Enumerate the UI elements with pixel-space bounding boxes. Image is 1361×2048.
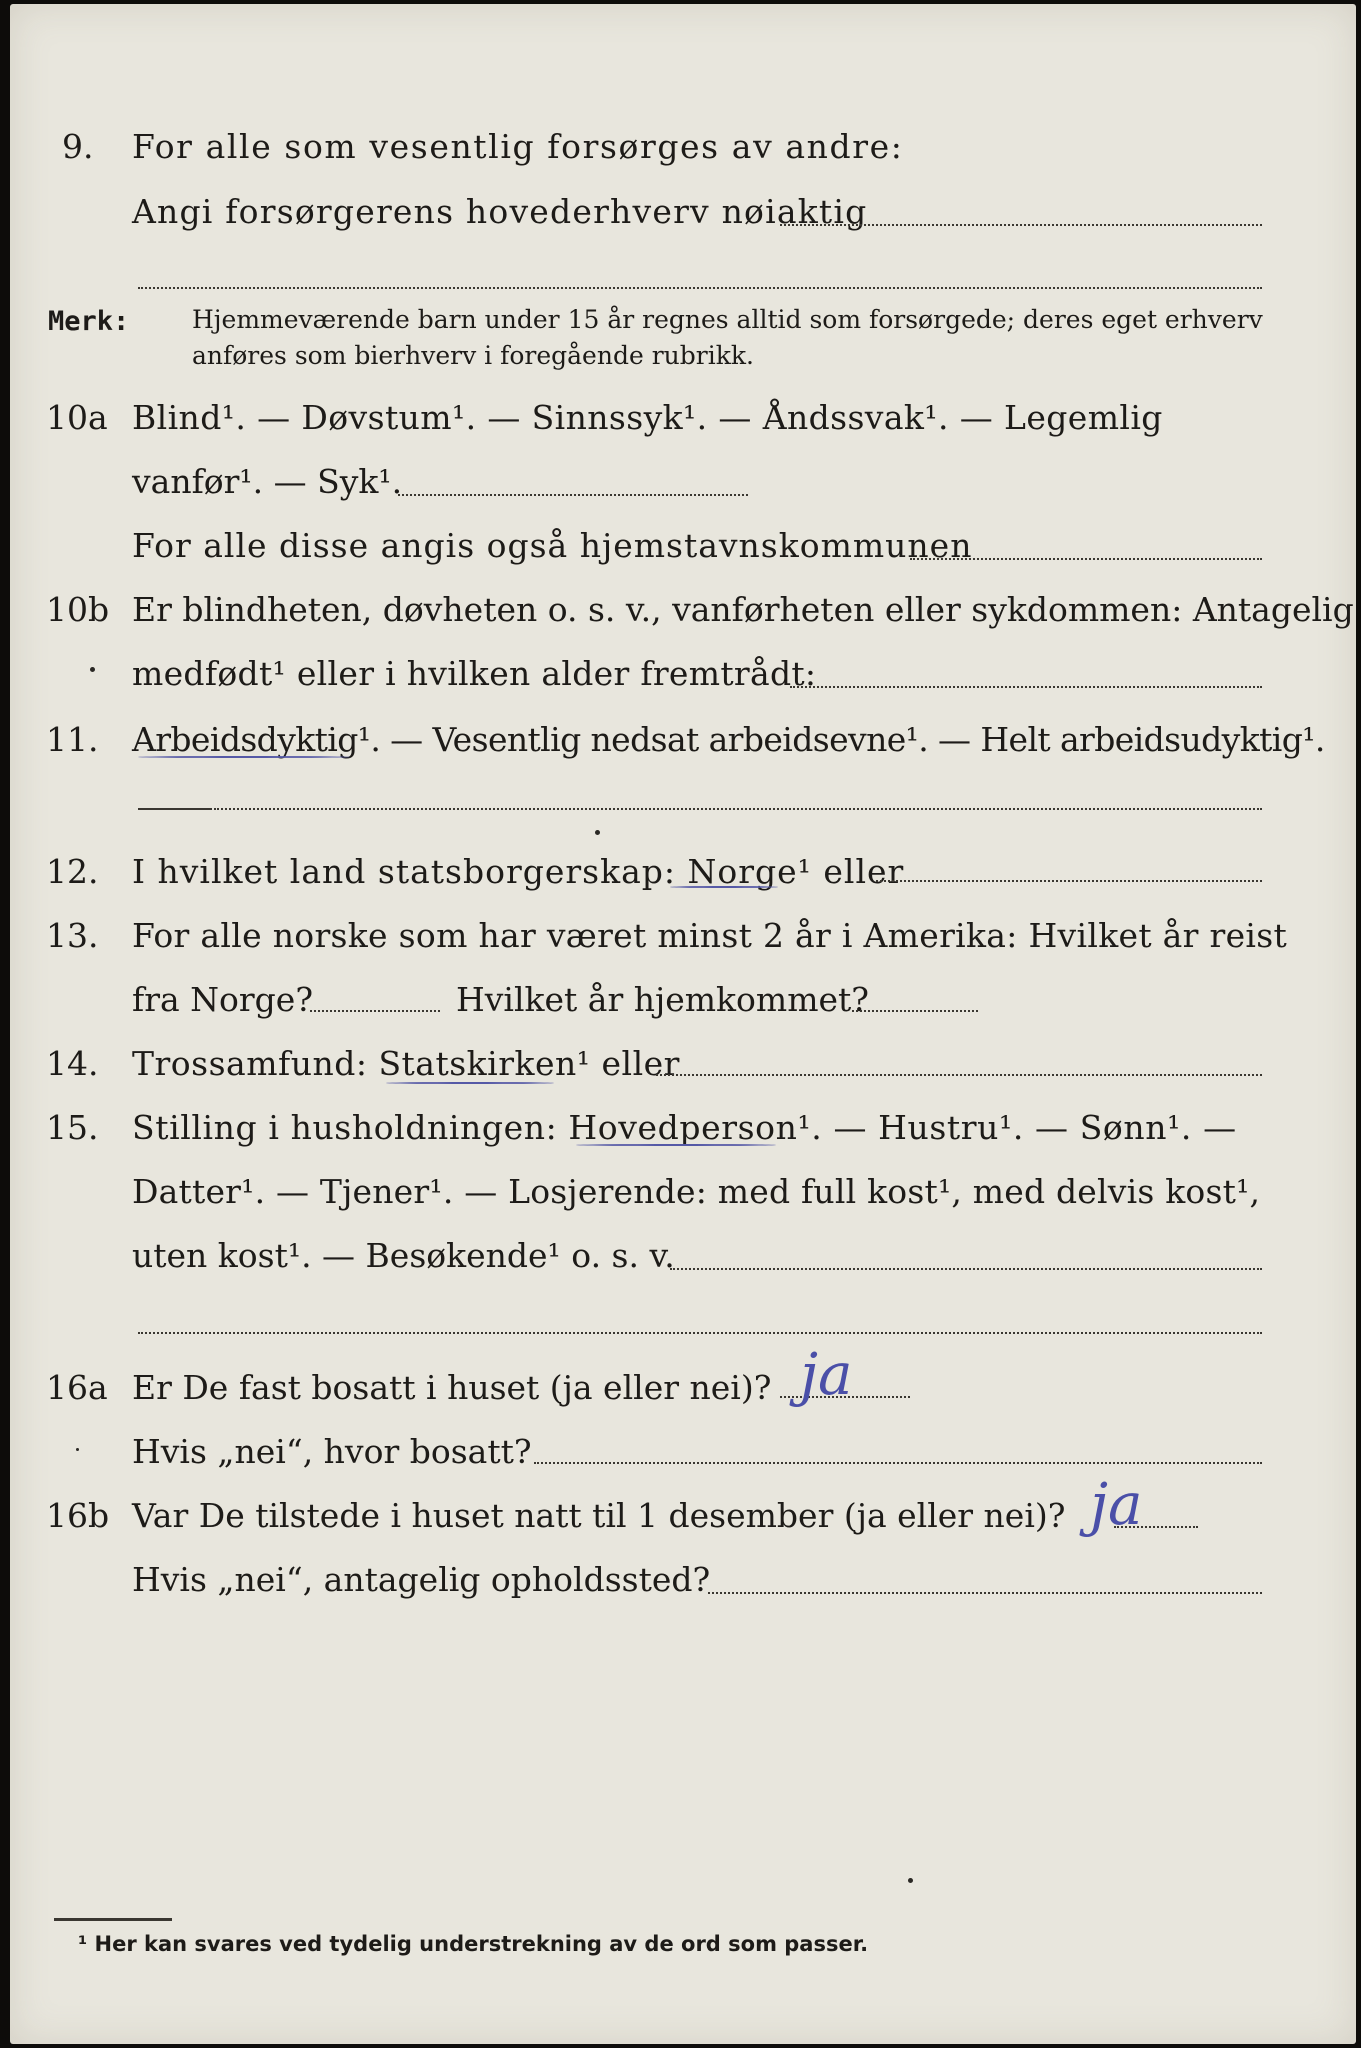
q9-text-line2: Angi forsørgerens hovederhverv nøiaktig: [132, 192, 868, 231]
q10a-text-line3: For alle disse angis også hjemstavnskommunen: [132, 526, 973, 565]
ink-speck-2: [595, 830, 600, 835]
merk-text-line1: Hjemmeværende barn under 15 år regnes alltid som forsørgede; deres eget erhverv: [192, 305, 1263, 334]
q10b-answer-line[interactable]: [790, 686, 1262, 688]
q12-answer-line[interactable]: [876, 880, 1262, 882]
q9-text-line1: For alle som vesentlig forsørges av andre:: [132, 127, 904, 166]
q15-text-line2: Datter¹. — Tjener¹. — Losjerende: med full kost¹, med delvis kost¹,: [132, 1172, 1261, 1211]
ink-speck: [90, 667, 95, 672]
q11-answer-underline: [138, 756, 350, 758]
q12-number: 12.: [46, 852, 99, 891]
q12-answer-underline: [670, 886, 778, 888]
q12-text-line1: I hvilket land statsborgerskap: Norge¹ eller: [132, 852, 905, 891]
q16b-location-line[interactable]: [708, 1592, 1262, 1594]
census-form-page: [10, 4, 1356, 2044]
q16b-text-line1: Var De tilstede i huset natt til 1 desember (ja eller nei)?: [132, 1496, 1066, 1535]
ink-speck-3: [76, 1448, 79, 1451]
q10a-text-line1: Blind¹. — Døvstum¹. — Sinnssyk¹. — Åndssvak¹. — Legemlig: [132, 398, 1163, 437]
q16a-number: 16a: [46, 1368, 108, 1407]
q11-number: 11.: [46, 720, 99, 759]
q10b-text-line1: Er blindheten, døvheten o. s. v., vanførheten eller sykdommen: Antagelig: [132, 590, 1354, 629]
q16b-handwritten-answer: ja: [1090, 1470, 1143, 1538]
q10a-text-line2: vanfør¹. — Syk¹.: [132, 462, 403, 501]
q13-number: 13.: [46, 916, 99, 955]
q13-departure-year-line[interactable]: [310, 1010, 440, 1012]
q16b-number: 16b: [46, 1496, 110, 1535]
q16a-handwritten-answer: ja: [800, 1340, 853, 1408]
ink-speck-4: [908, 1878, 913, 1883]
q13-text-line2a: fra Norge?: [132, 980, 314, 1019]
merk-text-line2: anføres som bierhverv i foregående rubrikk.: [192, 341, 754, 370]
q15-answer-underline: [576, 1144, 776, 1146]
q15-text-line1: Stilling i husholdningen: Hovedperson¹. — Hustru¹. — Sønn¹. —: [132, 1108, 1237, 1147]
q16a-text-line2: Hvis „nei“, hvor bosatt?: [132, 1432, 532, 1471]
q14-number: 14.: [46, 1044, 99, 1083]
q15-answer-line[interactable]: [670, 1268, 1262, 1270]
q13-text-line1: For alle norske som har været minst 2 år i Amerika: Hvilket år reist: [132, 916, 1288, 955]
q13-text-line2b: Hvilket år hjemkommet?: [456, 980, 869, 1019]
merk-label: Merk:: [48, 306, 130, 337]
q14-text-line1: Trossamfund: Statskirken¹ eller: [132, 1044, 680, 1083]
q15-answer-line-2[interactable]: [138, 1332, 1262, 1334]
q9-number: 9.: [62, 127, 94, 166]
q10a-answer-line[interactable]: [398, 494, 748, 496]
q10b-number: 10b: [46, 590, 110, 629]
q10b-text-line2: medfødt¹ eller i hvilken alder fremtrådt:: [132, 654, 817, 693]
q16b-text-line2: Hvis „nei“, antagelig opholdssted?: [132, 1560, 711, 1599]
q13-return-year-line[interactable]: [852, 1010, 978, 1012]
q10a-number: 10a: [46, 398, 108, 437]
footnote: ¹ Her kan svares ved tydelig understrekning av de ord som passer.: [78, 1932, 869, 1956]
q11-answer-line[interactable]: [214, 808, 1262, 810]
q15-text-line3: uten kost¹. — Besøkende¹ o. s. v.: [132, 1236, 675, 1275]
q10a-hometown-line[interactable]: [910, 558, 1262, 560]
q16a-residence-line[interactable]: [534, 1462, 1262, 1464]
q11-text-line1: Arbeidsdyktig¹. — Vesentlig nedsat arbeidsevne¹. — Helt arbeidsudyktig¹.: [132, 720, 1325, 759]
q15-number: 15.: [46, 1108, 99, 1147]
q9-answer-line-2[interactable]: [138, 287, 1262, 289]
q11-short-rule: [138, 808, 212, 810]
q16a-text-line1: Er De fast bosatt i huset (ja eller nei)?: [132, 1368, 772, 1407]
q14-answer-line[interactable]: [656, 1074, 1262, 1076]
q14-answer-underline: [386, 1082, 554, 1084]
footnote-rule: [54, 1918, 172, 1921]
q9-answer-line[interactable]: [780, 224, 1262, 226]
